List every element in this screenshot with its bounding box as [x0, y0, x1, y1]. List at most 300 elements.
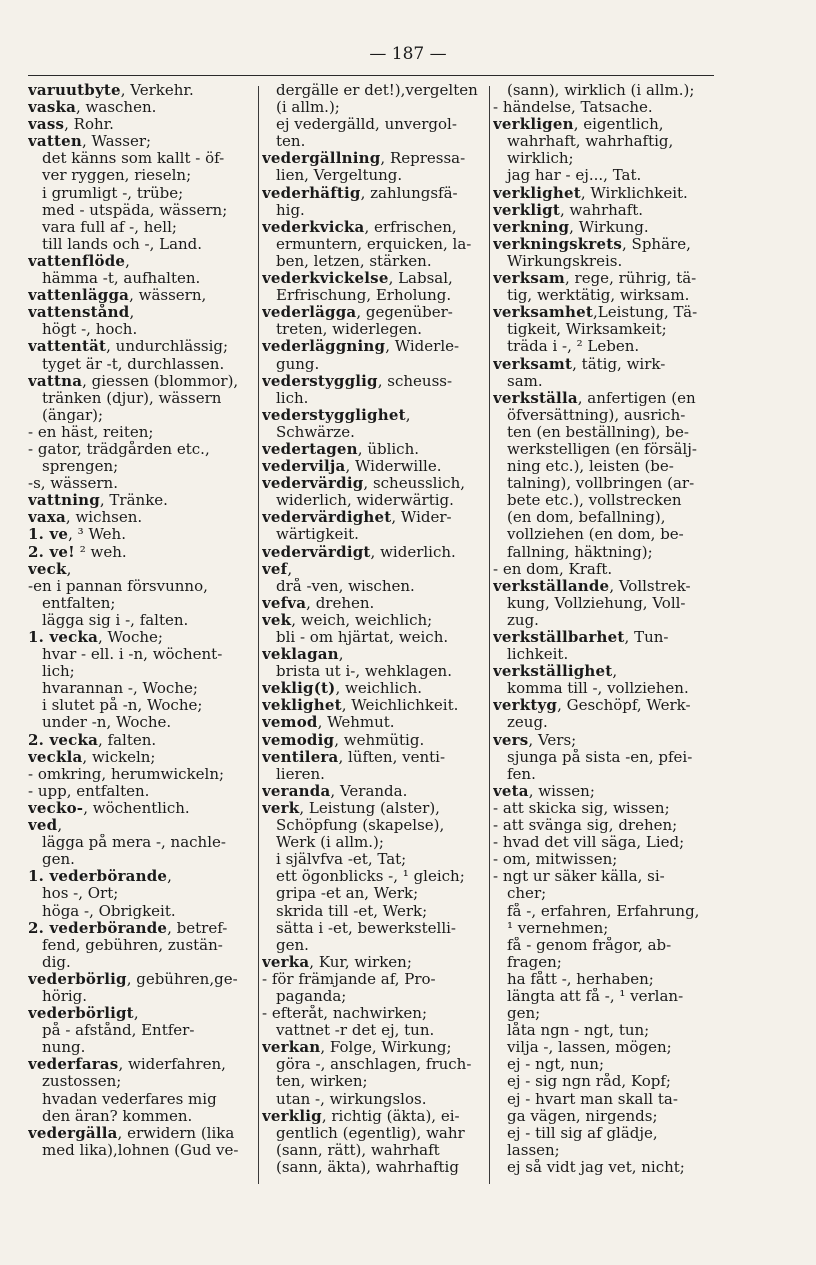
entry-line [493, 304, 715, 321]
definition-text: talning), vollbringen (ar- [507, 475, 695, 493]
entry-line [28, 732, 254, 749]
headword: vedergälla [28, 1124, 118, 1142]
definition-text: lich. [276, 389, 309, 407]
definition-text: , Geschöpf, Werk- [557, 697, 691, 715]
definition-text: det känns som kallt - öf- [42, 150, 225, 168]
definition-text: Wirkungskreis. [507, 252, 623, 270]
entry-line [493, 817, 715, 834]
entry-line [28, 749, 254, 766]
headword: vattna [28, 372, 83, 390]
headword: verkningskrets [493, 235, 623, 253]
definition-text: , Tränke. [99, 492, 168, 510]
header-rule [28, 75, 714, 76]
entry-line [262, 868, 488, 885]
definition-text: - omkring, herumwickeln; [28, 765, 225, 783]
definition-text: , Widerwille. [345, 458, 442, 476]
definition-text: , Veranda. [330, 782, 408, 800]
definition-text: , Widerle- [385, 338, 460, 356]
entry-line [262, 185, 488, 202]
entry-line [262, 1005, 488, 1022]
entry-line [493, 834, 715, 851]
entry-line [262, 475, 488, 492]
entry-line [493, 1091, 715, 1108]
definition-text: lassen; [507, 1141, 560, 1159]
entry-line [28, 253, 254, 270]
entry-line [262, 356, 488, 373]
definition-text: få -, erfahren, Erfahrung, [507, 902, 700, 920]
entry-line [262, 150, 488, 167]
entry-line [493, 851, 715, 868]
entry-line [28, 937, 254, 954]
definition-text: , lüften, venti- [338, 748, 446, 766]
page-number: — 187 — [369, 44, 447, 64]
headword: 1. vederbörande [28, 868, 168, 886]
entry-line [493, 236, 715, 253]
headword: vedervärdigt [262, 543, 371, 561]
entry-line [262, 971, 488, 988]
entry-line [493, 150, 715, 167]
definition-text: ga vägen, nirgends; [507, 1107, 658, 1125]
headword: verksam [493, 270, 565, 288]
headword: verkställa [493, 389, 578, 407]
definition-text: ten, wirken; [276, 1073, 368, 1091]
headword: vederstygglig [262, 372, 378, 390]
definition-text: wahrhaft, wahrhaftig, [507, 133, 674, 151]
headword: vederlägga [262, 304, 357, 322]
entry-line [262, 817, 488, 834]
definition-text: bli - om hjärtat, weich. [276, 629, 449, 646]
entry-line [28, 458, 254, 475]
headword: 2. vederbörande [28, 919, 168, 937]
entry-line [493, 321, 715, 338]
entry-line [262, 202, 488, 219]
definition-text: , tätig, wirk- [572, 355, 666, 373]
entry-line [262, 133, 488, 150]
definition-text: i slutet på -n, Woche; [42, 697, 203, 715]
definition-text: , Vers; [528, 731, 577, 749]
headword: veklig(t) [262, 680, 336, 698]
headword: verklig [262, 1107, 322, 1125]
definition-text: ej vedergälld, unvergol- [276, 116, 457, 134]
definition-text: den äran? kommen. [42, 1107, 193, 1125]
entry-line [262, 629, 488, 646]
definition-text: hos -, Ort; [42, 885, 119, 903]
definition-text: , Repressa- [380, 150, 466, 168]
entry-line [28, 185, 254, 202]
entry-line [28, 150, 254, 167]
definition-text: , falten. [98, 731, 157, 749]
entry-line [28, 783, 254, 800]
entry-line [262, 167, 488, 184]
headword: veklagan [262, 646, 339, 664]
definition-text: , Wirkung. [569, 218, 649, 236]
definition-text: , giessen (blommor), [82, 372, 239, 390]
entry-line [262, 1125, 488, 1142]
entry-line [28, 99, 254, 116]
entry-line [262, 937, 488, 954]
entry-line [262, 766, 488, 783]
definition-text: , [133, 1005, 139, 1023]
headword: vedervärdighet [262, 509, 392, 527]
headword: vederstygglighet [262, 406, 406, 424]
headword: 1. ve [28, 526, 69, 544]
headword: verksamhet [493, 304, 593, 322]
entry-line [493, 373, 715, 390]
definition-text: dig. [42, 953, 71, 971]
definition-text: skrida till -et, Werk; [276, 902, 428, 920]
headword: 2. vecka [28, 731, 98, 749]
definition-text: - händelse, Tatsache. [493, 99, 653, 117]
headword: vedervilja [262, 458, 346, 476]
definition-text: höga -, Obrigkeit. [42, 902, 176, 920]
definition-text: , üblich. [357, 440, 420, 458]
entry-line [262, 509, 488, 526]
entry-line [493, 629, 715, 646]
definition-text: werkstelligen (en försälj- [507, 440, 697, 458]
definition-text: ej - hvart man skall ta- [507, 1090, 678, 1108]
definition-text: , erfrischen, [364, 218, 457, 236]
definition-text: , anfertigen (en [577, 389, 696, 407]
definition-text: ej - ngt, nun; [507, 1056, 604, 1074]
entry-line [493, 920, 715, 937]
definition-text: , gegenüber- [356, 304, 453, 322]
entry-line [28, 954, 254, 971]
entry-line [28, 492, 254, 509]
entry-line [493, 407, 715, 424]
definition-text: hig. [276, 201, 305, 219]
entry-line [493, 646, 715, 663]
entry-line [262, 458, 488, 475]
definition-text: ning etc.), leisten (be- [507, 458, 674, 476]
entry-line [28, 338, 254, 355]
entry-line [262, 783, 488, 800]
entry-line [28, 236, 254, 253]
entry-line [493, 356, 715, 373]
definition-text: - upp, entfalten. [28, 782, 150, 800]
definition-text: sjunga på sista -en, pfei- [507, 748, 693, 766]
column-divider-1 [258, 86, 259, 1184]
definition-text: (sann, äkta), wahrhaftig [276, 1158, 459, 1176]
entry-line [262, 253, 488, 270]
headword: vederhäftig [262, 184, 361, 202]
definition-text: längta att få -, ¹ verlan- [507, 987, 684, 1005]
headword: vederkvicka [262, 218, 365, 236]
entry-line [28, 817, 254, 834]
entry-line [262, 390, 488, 407]
entry-line [493, 1125, 715, 1142]
definition-text: - en häst, reiten; [28, 423, 154, 441]
definition-text: gentlich (egentlig), wahr [276, 1124, 465, 1142]
definition-text: gen; [507, 1005, 541, 1023]
headword: vef [262, 560, 288, 578]
headword: veckla [28, 748, 83, 766]
definition-text: med lika),lohnen (Gud ve- [42, 1141, 239, 1159]
entry-line [28, 1091, 254, 1108]
headword: veranda [262, 782, 331, 800]
definition-text: , Wirklichkeit. [580, 184, 688, 202]
headword: vederbörligt [28, 1005, 134, 1023]
entry-line [493, 697, 715, 714]
definition-text: drå -ven, wischen. [276, 577, 415, 595]
entry-line [262, 116, 488, 133]
definition-text: , Weichlichkeit. [341, 697, 459, 715]
entry-line [493, 680, 715, 697]
definition-text: ten. [276, 133, 306, 151]
definition-text: , [405, 406, 411, 424]
definition-text: , Sphäre, [622, 235, 691, 253]
definition-text: med - utspäda, wässern; [42, 201, 228, 219]
definition-text: ver ryggen, rieseln; [42, 167, 192, 185]
entry-line [493, 99, 715, 116]
entry-line [28, 82, 254, 99]
definition-text: , wässern, [129, 287, 207, 305]
definition-text: brista ut i-, wehklagen. [276, 663, 452, 681]
definition-text: , Verkehr. [120, 82, 194, 99]
definition-text: , Wider- [391, 509, 452, 527]
definition-text: , eigentlich, [573, 116, 664, 134]
entry-line [28, 646, 254, 663]
entry-line [262, 697, 488, 714]
entry-line [28, 424, 254, 441]
definition-text: , Vollstrek- [609, 577, 691, 595]
definition-text: (i allm.); [276, 99, 340, 117]
definition-text: jag har - ej..., Tat. [507, 167, 642, 185]
headword: vederfaras [28, 1056, 119, 1074]
entry-line [28, 612, 254, 629]
entry-line [262, 219, 488, 236]
definition-text: under -n, Woche. [42, 714, 172, 732]
entry-line [493, 800, 715, 817]
entry-line [28, 1039, 254, 1056]
entry-line [493, 133, 715, 150]
headword: verk [262, 799, 300, 817]
definition-text: , Wehmut. [317, 714, 395, 732]
entry-line [28, 1005, 254, 1022]
entry-line [493, 185, 715, 202]
definition-text: (sann, rätt), wahrhaft [276, 1141, 440, 1159]
definition-text: , wöchentlich. [83, 799, 190, 817]
definition-text: , wickeln; [82, 748, 156, 766]
entry-line [262, 441, 488, 458]
definition-text: , Kur, wirken; [309, 953, 412, 971]
entry-line [262, 99, 488, 116]
entry-line [262, 561, 488, 578]
definition-text: , Folge, Wirkung; [320, 1039, 452, 1057]
definition-text: , ³ Weh. [68, 526, 126, 544]
definition-text: , gebühren,ge- [126, 970, 238, 988]
definition-text: sam. [507, 372, 543, 390]
entry-line [493, 612, 715, 629]
definition-text: nung. [42, 1039, 86, 1057]
definition-text: gripa -et an, Werk; [276, 885, 419, 903]
definition-text: fallning, häktning); [507, 543, 653, 561]
definition-text: dergälle er det!),vergelten [276, 82, 478, 99]
entry-line [262, 612, 488, 629]
entry-line [493, 287, 715, 304]
entry-line [493, 202, 715, 219]
entry-line [28, 1022, 254, 1039]
entry-line [28, 1125, 254, 1142]
definition-text: ha fått -, herhaben; [507, 970, 654, 988]
definition-text: - för främjande af, Pro- [262, 970, 436, 988]
headword: verktyg [493, 697, 558, 715]
entry-line [262, 646, 488, 663]
entry-line [28, 167, 254, 184]
entry-line [493, 868, 715, 885]
headword: vederkvickelse [262, 270, 389, 288]
entry-line [28, 321, 254, 338]
definition-text: , scheuss- [377, 372, 453, 390]
headword: verkligen [493, 116, 574, 134]
definition-text: , wissen; [528, 782, 595, 800]
definition-text: lägga på mera -, nachle- [42, 834, 226, 852]
entry-line [28, 202, 254, 219]
headword: verklighet [493, 184, 581, 202]
entry-line [262, 1022, 488, 1039]
entry-line [493, 1005, 715, 1022]
entry-line [493, 526, 715, 543]
entry-line [493, 475, 715, 492]
definition-text: , [612, 663, 618, 681]
definition-text: lichkeit. [507, 646, 569, 664]
headword: veklighet [262, 697, 342, 715]
headword: verkställighet [493, 663, 613, 681]
definition-text: (sann), wirklich (i allm.); [507, 82, 695, 99]
entry-line [262, 492, 488, 509]
entry-line [28, 133, 254, 150]
entry-line [28, 509, 254, 526]
definition-text: - gator, trädgården etc., [28, 440, 210, 458]
entry-line [262, 1056, 488, 1073]
entry-line [262, 287, 488, 304]
headword: verkning [493, 218, 570, 236]
entry-line [493, 82, 715, 99]
definition-text: , widerfahren, [118, 1056, 226, 1074]
definition-text: lägga sig i -, falten. [42, 611, 189, 629]
entry-line [262, 954, 488, 971]
entry-line [28, 697, 254, 714]
entry-line [493, 1142, 715, 1159]
definition-text: lieren. [276, 765, 325, 783]
definition-text: kung, Vollziehung, Voll- [507, 594, 686, 612]
entry-line [493, 544, 715, 561]
headword: verkligt [493, 201, 560, 219]
definition-text: hvarannan -, Woche; [42, 680, 198, 698]
headword: vedertagen [262, 440, 358, 458]
definition-text: lien, Vergeltung. [276, 167, 403, 185]
entry-line [28, 270, 254, 287]
entry-line [493, 167, 715, 184]
headword: vattentät [28, 338, 107, 356]
definition-text: - en dom, Kraft. [493, 560, 613, 578]
headword: verksamt [493, 355, 573, 373]
headword: vaska [28, 99, 76, 117]
definition-text: ett ögonblicks -, ¹ gleich; [276, 868, 465, 886]
definition-text: ² weh. [74, 543, 127, 561]
entry-line [493, 390, 715, 407]
definition-text: fragen; [507, 953, 562, 971]
entry-line [28, 800, 254, 817]
entry-line [493, 971, 715, 988]
definition-text: ej - till sig af glädje, [507, 1124, 658, 1142]
column-3 [493, 82, 715, 1176]
headword: vattenlägga [28, 287, 130, 305]
definition-text: widerlich, widerwärtig. [276, 492, 454, 510]
entry-line [493, 458, 715, 475]
entry-line [28, 868, 254, 885]
entry-line [28, 287, 254, 304]
entry-line [493, 1108, 715, 1125]
entry-line [28, 544, 254, 561]
headword: veck [28, 560, 67, 578]
entry-line [28, 1108, 254, 1125]
entry-line [28, 475, 254, 492]
entry-line [262, 424, 488, 441]
headword: vederläggning [262, 338, 386, 356]
entry-line [493, 509, 715, 526]
entry-line [28, 971, 254, 988]
definition-text: Schöpfung (skapelse), [276, 817, 445, 835]
entry-line [28, 1056, 254, 1073]
headword: veta [493, 782, 529, 800]
entry-line [493, 424, 715, 441]
definition-text: , weich, weichlich; [291, 611, 433, 629]
entry-line [262, 988, 488, 1005]
definition-text: vilja -, lassen, mögen; [507, 1039, 672, 1057]
headword: 2. ve! [28, 543, 75, 561]
entry-line [28, 766, 254, 783]
entry-line [28, 885, 254, 902]
entry-line [262, 544, 488, 561]
entry-line [493, 663, 715, 680]
definition-text: vara full af -, hell; [42, 218, 177, 236]
entry-line [493, 338, 715, 355]
entry-line [493, 441, 715, 458]
entry-line [28, 680, 254, 697]
definition-text: , [57, 817, 63, 835]
definition-text: hvadan vederfares mig [42, 1090, 217, 1108]
definition-text: Erfrischung, Erholung. [276, 287, 452, 305]
definition-text: tränken (djur), wässern [42, 389, 222, 407]
entry-line [28, 851, 254, 868]
entry-line [262, 270, 488, 287]
definition-text: , widerlich. [370, 543, 456, 561]
entry-line [262, 1039, 488, 1056]
entry-line [262, 1159, 488, 1176]
definition-text: ten (en beställning), be- [507, 423, 689, 441]
definition-text: utan -, wirkungslos. [276, 1090, 427, 1108]
entry-line [493, 903, 715, 920]
entry-line [493, 714, 715, 731]
entry-line [28, 441, 254, 458]
definition-text: - att skicka sig, wissen; [493, 799, 670, 817]
entry-line [28, 988, 254, 1005]
definition-text: , Woche; [98, 629, 163, 646]
definition-text: , Leistung (alster), [299, 799, 440, 817]
entry-line [262, 526, 488, 543]
definition-text: i grumligt -, trübe; [42, 184, 184, 202]
definition-text: gen. [276, 936, 309, 954]
definition-text: (en dom, befallning), [507, 509, 666, 527]
entry-line [493, 1022, 715, 1039]
headword: vemod [262, 714, 318, 732]
entry-line [262, 714, 488, 731]
definition-text: zustossen; [42, 1073, 122, 1091]
entry-line [28, 663, 254, 680]
definition-text: , Tun- [624, 629, 669, 646]
entry-line [493, 1073, 715, 1090]
definition-text: (ängar); [42, 406, 104, 424]
